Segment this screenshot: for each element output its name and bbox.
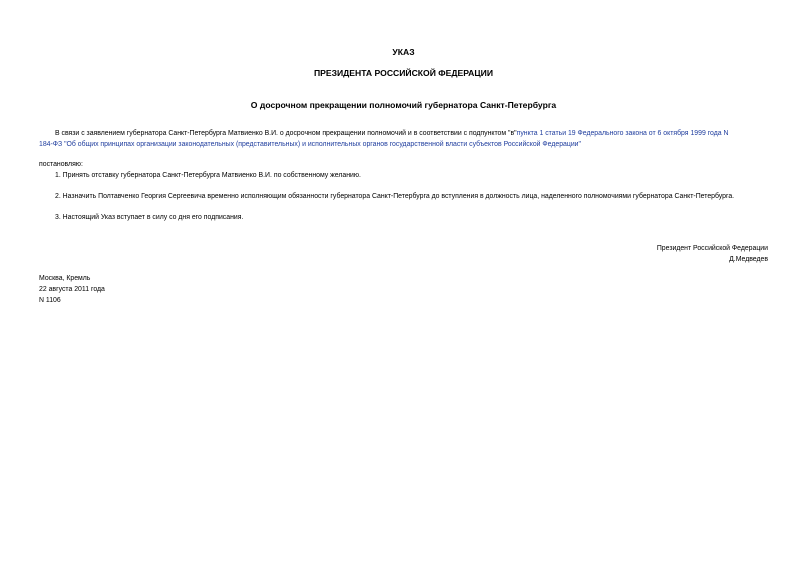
preamble-text: В связи с заявлением губернатора Санкт-Петербурга Матвиенко В.И. о досрочном прекращении полномочий и в соответствии с подпунктом "в" — [55, 130, 517, 137]
decree-title: УКАЗ — [392, 47, 415, 57]
signing-place: Москва, Кремль — [39, 275, 91, 282]
decree-issuer: ПРЕЗИДЕНТА РОССИЙСКОЙ ФЕДЕРАЦИИ — [313, 68, 494, 78]
decree-item-2: 2. Назначить Полтавченко Георгия Сергеевича временно исполняющим обязанности губернатора Санкт-Петербурга до вступления в должность лица, наделенного полномочиями губернатора Санкт-Петербурга. — [55, 193, 735, 200]
preamble-line1 — [55, 129, 728, 139]
decree-intro: постановляю: — [39, 161, 83, 168]
decree-number: N 1106 — [39, 297, 61, 304]
signature-position: Президент Российской Федерации — [656, 245, 768, 252]
law-reference-link-part2[interactable]: 184-ФЗ "Об общих принципах организации законодательных (представительных) и исполнительных органов государственной власти субъектов Российской Федерации" — [39, 141, 581, 148]
signing-date: 22 августа 2011 года — [39, 286, 105, 293]
decree-item-3: 3. Настоящий Указ вступает в силу со дня его подписания. — [55, 214, 244, 221]
signature-name: Д.Медведев — [729, 256, 768, 263]
law-reference-link-part1[interactable]: пункта 1 статьи 19 Федерального закона от 6 октября 1999 года N — [516, 130, 729, 137]
decree-subject: О досрочном прекращении полномочий губернатора Санкт-Петербурга — [250, 100, 557, 110]
decree-item-1: 1. Принять отставку губернатора Санкт-Петербурга Матвиенко В.И. по собственному желанию. — [55, 172, 361, 179]
